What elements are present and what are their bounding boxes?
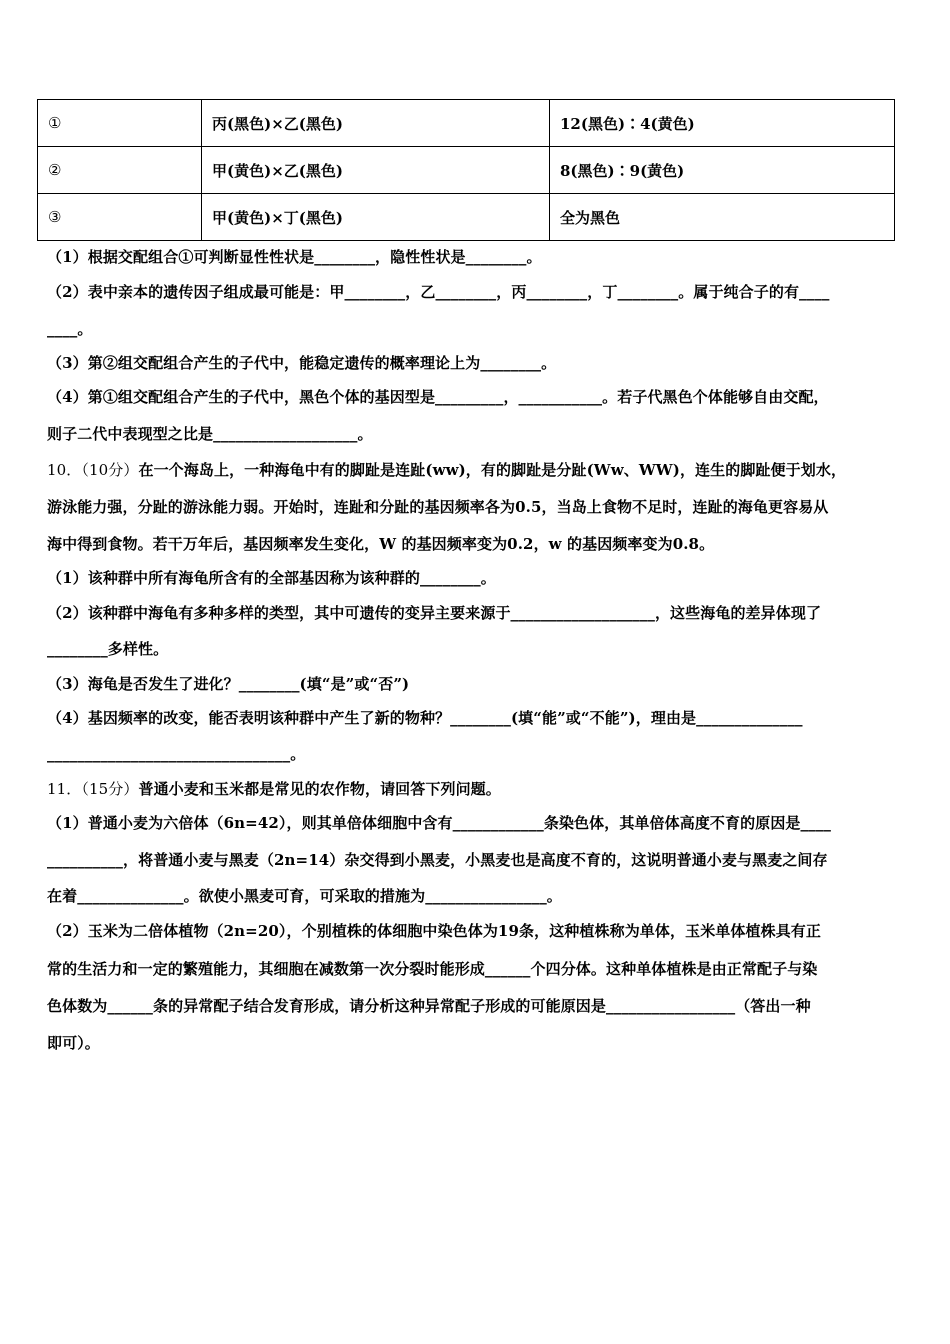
q10-part4-line2: ________________________________。 (47, 745, 306, 763)
q10-number: 10．（10分） (47, 461, 139, 479)
table-row (38, 147, 895, 194)
table-row (38, 194, 895, 241)
cross-results-table (37, 99, 895, 241)
cross-parents-cell: 丙(黑色)×乙(黑色) (202, 100, 550, 147)
q9-part4-line1: （4）第①组交配组合产生的子代中，黑色个体的基因型是_________，___________。若子代黑色个体能够自由交配， (47, 388, 829, 406)
cross-parents-cell: 甲(黄色)×丁(黑色) (202, 194, 550, 241)
q11-stem-text: 普通小麦和玉米都是常见的农作物，请回答下列问题。 (138, 780, 501, 798)
cross-offspring-cell: 全为黑色 (550, 194, 895, 241)
cross-id-cell: ③ (38, 194, 202, 241)
cross-id-cell: ② (38, 147, 202, 194)
q9-part4-line2: 则子二代中表现型之比是___________________。 (47, 425, 373, 443)
q11-part2-line2: 常的生活力和一定的繁殖能力，其细胞在减数第一次分裂时能形成______个四分体。这种单体植株是由正常配子与染 (47, 960, 818, 978)
q10-stem-line2: 游泳能力强，分趾的游泳能力弱。开始时，连趾和分趾的基因频率各为0.5，当岛上食物不足时，连趾的海龟更容易从 (47, 498, 829, 516)
q11-part1-line2: __________，将普通小麦与黑麦（2n=14）杂交得到小黑麦，小黑麦也是高度不育的，这说明普通小麦与黑麦之间存 (47, 851, 828, 869)
table-row (38, 100, 895, 147)
q9-part3: （3）第②组交配组合产生的子代中，能稳定遗传的概率理论上为________。 (47, 354, 557, 372)
q11-part1-line3: 在着______________。欲使小黑麦可育，可采取的措施为________________。 (47, 887, 562, 905)
cross-offspring-cell: 12(黑色)∶4(黄色) (550, 100, 895, 147)
q10-stem-line3: 海中得到食物。若干万年后，基因频率发生变化，W 的基因频率变为0.2，w 的基因频率变为0.8。 (47, 535, 715, 553)
q10-part2-line2: ________多样性。 (47, 640, 169, 658)
cross-parents-cell: 甲(黄色)×乙(黑色) (202, 147, 550, 194)
q10-stem-text: 在一个海岛上，一种海龟中有的脚趾是连趾(ww)，有的脚趾是分趾(Ww、WW)，连生的脚趾便于划水， (138, 461, 847, 479)
q11-part2-line4: 即可）。 (47, 1034, 100, 1052)
cross-id-cell: ① (38, 100, 202, 147)
q11-part1-line1: （1）普通小麦为六倍体（6n=42），则其单倍体细胞中含有____________条染色体，其单倍体高度不育的原因是____ (47, 814, 831, 832)
q11-number: 11．（15分） (47, 780, 139, 798)
q11-stem (47, 778, 501, 799)
cross-offspring-cell: 8(黑色)∶9(黄色) (550, 147, 895, 194)
q10-part3: （3）海龟是否发生了进化？________(填“是”或“否”) (47, 675, 410, 693)
q9-part1: （1）根据交配组合①可判断显性性状是________，隐性性状是________。 (47, 248, 542, 266)
q9-part2-line1: （2）表中亲本的遗传因子组成最可能是：甲________，乙________，丙________，丁________。属于纯合子的有____ (47, 283, 830, 301)
q10-part4-line1: （4）基因频率的改变，能否表明该种群中产生了新的物种？________(填“能”或“不能”)，理由是______________ (47, 709, 803, 727)
q10-part2-line1: （2）该种群中海龟有多种多样的类型，其中可遗传的变异主要来源于___________________，这些海龟的差异体现了 (47, 604, 822, 622)
q10-part1: （1）该种群中所有海龟所含有的全部基因称为该种群的________。 (47, 569, 496, 587)
q11-part2-line1: （2）玉米为二倍体植物（2n=20），个别植株的体细胞中染色体为19条，这种植株称为单体，玉米单体植株具有正 (47, 922, 822, 940)
q9-part2-line2: ____。 (47, 320, 93, 338)
q11-part2-line3: 色体数为______条的异常配子结合发育形成，请分析这种异常配子形成的可能原因是_________________（答出一种 (47, 997, 811, 1015)
q10-stem-line1 (47, 459, 846, 480)
